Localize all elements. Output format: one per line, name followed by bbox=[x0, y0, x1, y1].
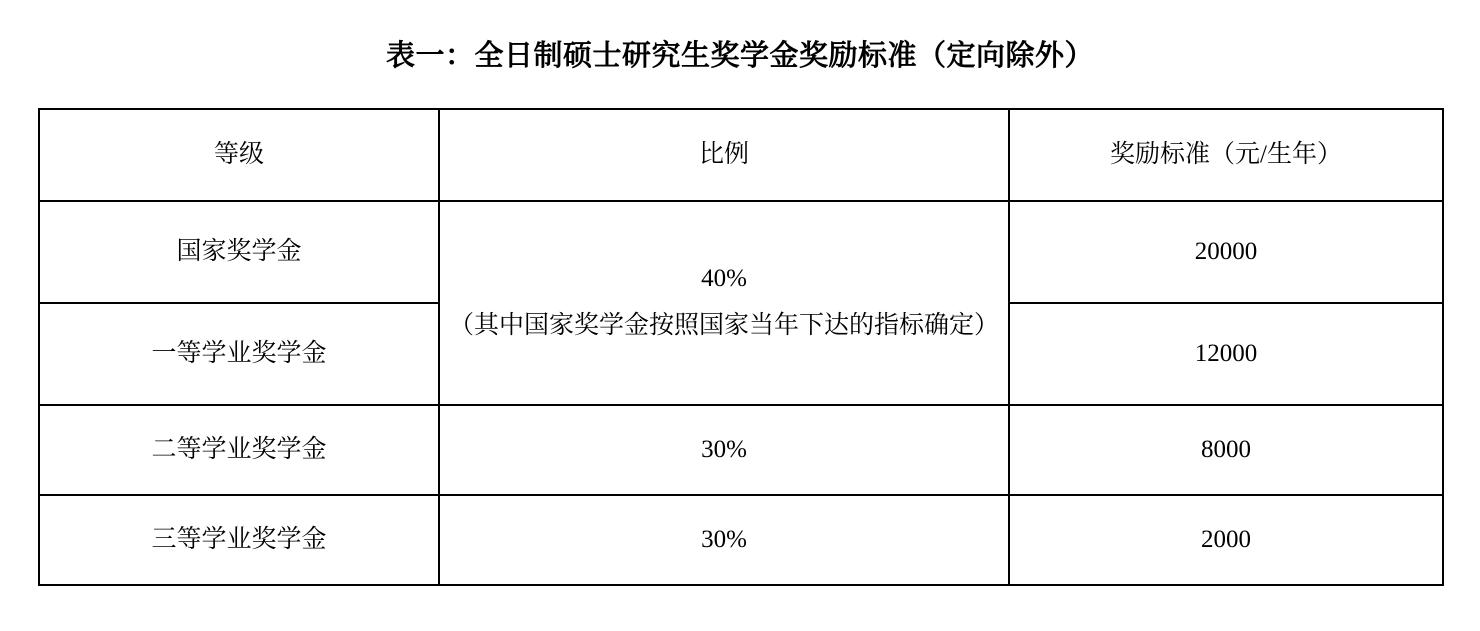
page-title: 表一：全日制硕士研究生奖学金奖励标准（定向除外） bbox=[385, 40, 1094, 72]
cell-level: 二等学业奖学金 bbox=[39, 405, 439, 495]
cell-amount: 20000 bbox=[1009, 201, 1443, 303]
column-header-ratio: 比例 bbox=[439, 109, 1009, 201]
award-standards-table bbox=[38, 108, 1444, 586]
cell-amount: 2000 bbox=[1009, 495, 1443, 585]
cell-ratio-value: 40% bbox=[701, 264, 747, 292]
table-header-row bbox=[39, 109, 1443, 201]
table-row bbox=[39, 405, 1443, 495]
cell-level: 国家奖学金 bbox=[39, 201, 439, 303]
cell-ratio-merged bbox=[439, 201, 1009, 405]
column-header-amount: 奖励标准（元/生年） bbox=[1009, 109, 1443, 201]
cell-ratio: 30% bbox=[439, 405, 1009, 495]
cell-amount: 8000 bbox=[1009, 405, 1443, 495]
table-row bbox=[39, 201, 1443, 303]
award-standards-table-wrapper bbox=[38, 108, 1442, 586]
column-header-level: 等级 bbox=[39, 109, 439, 201]
cell-ratio: 30% bbox=[439, 495, 1009, 585]
cell-amount: 12000 bbox=[1009, 303, 1443, 405]
cell-level: 三等学业奖学金 bbox=[39, 495, 439, 585]
cell-level: 一等学业奖学金 bbox=[39, 303, 439, 405]
table-row bbox=[39, 495, 1443, 585]
cell-ratio-note: （其中国家奖学金按照国家当年下达的指标确定） bbox=[448, 311, 999, 339]
